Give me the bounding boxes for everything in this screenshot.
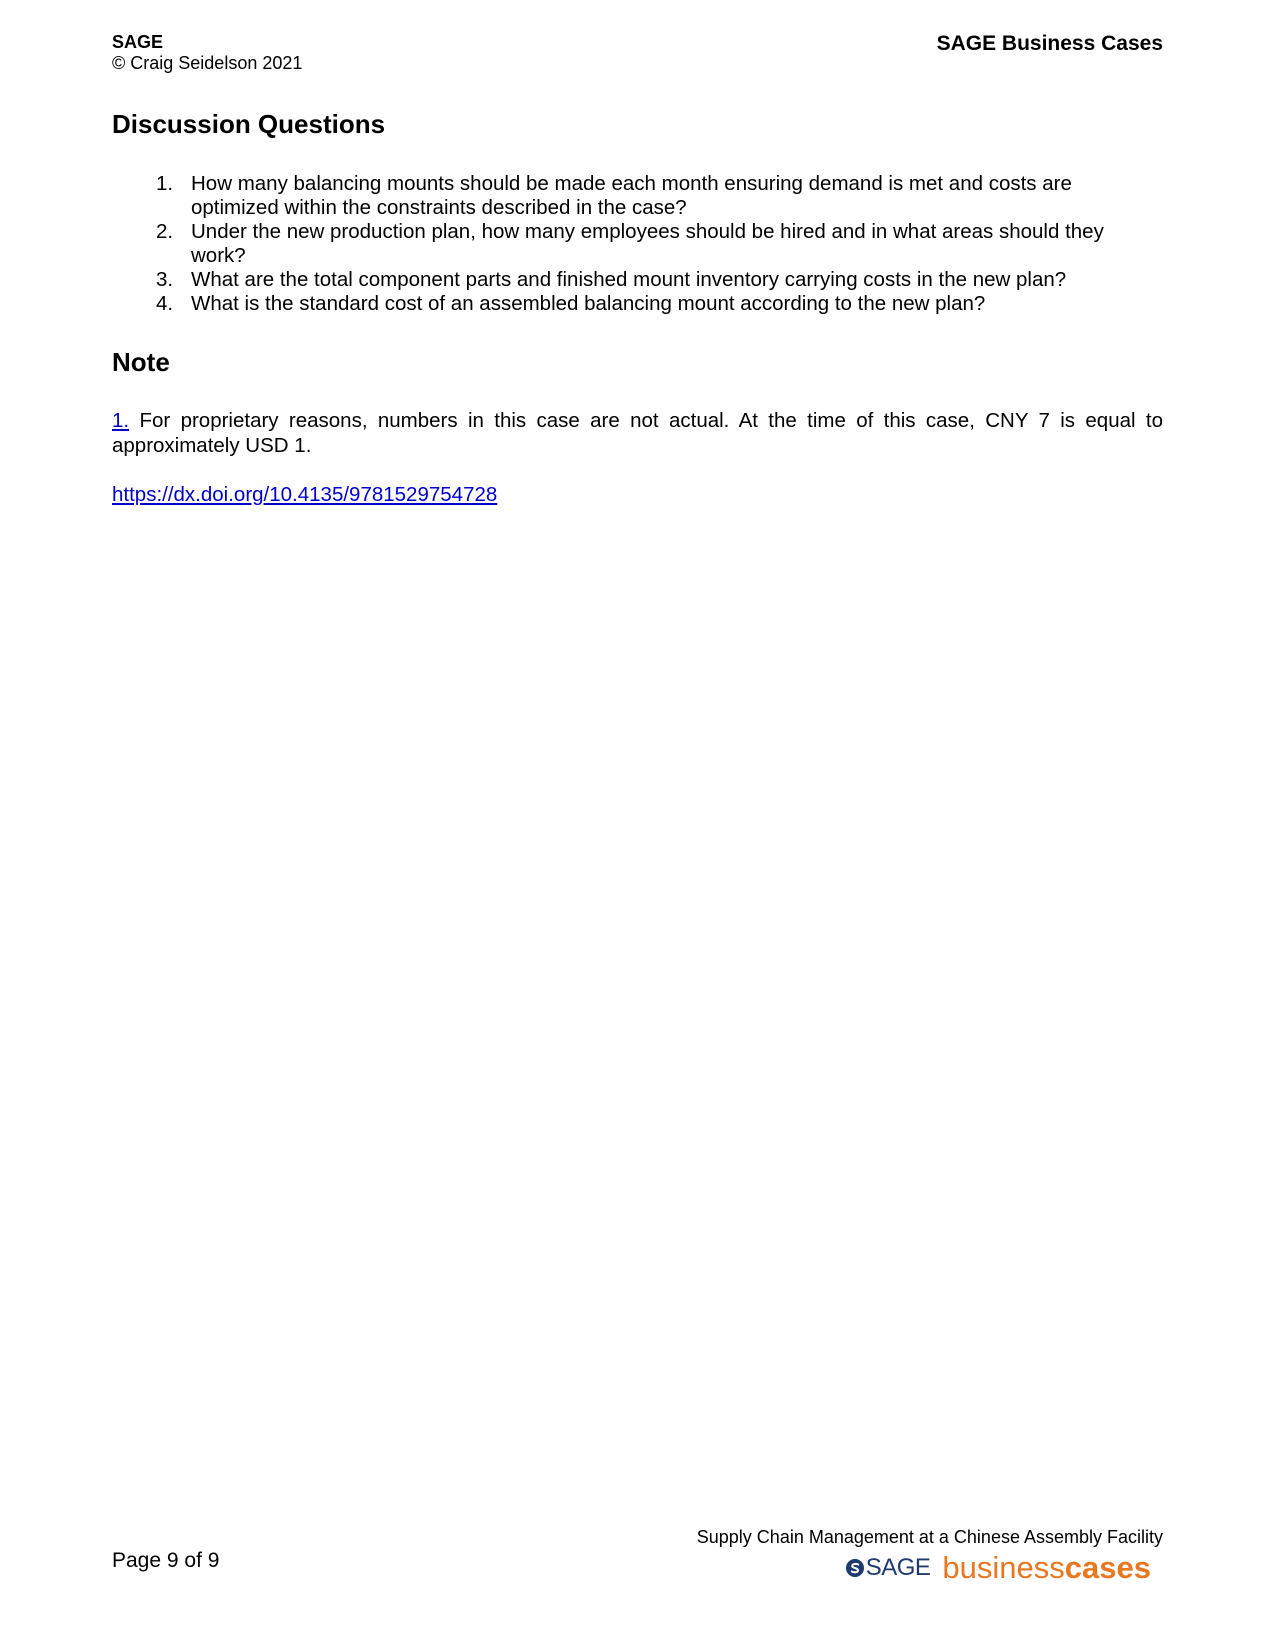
page-footer bbox=[112, 1525, 1163, 1605]
discussion-questions-heading: Discussion Questions bbox=[112, 109, 386, 139]
footnote-paragraph bbox=[112, 408, 1163, 458]
page-number: Page 9 of 9 bbox=[112, 1549, 220, 1572]
logo-sage-text: SAGE bbox=[865, 1554, 931, 1581]
question-text: What are the total component parts and finished mount inventory carrying costs in the new plan? bbox=[191, 268, 1067, 291]
footnote-ref-link[interactable]: 1. bbox=[112, 409, 130, 432]
header-copyright: © Craig Seidelson 2021 bbox=[112, 53, 303, 73]
list-item bbox=[112, 268, 1163, 292]
question-number: 3. bbox=[156, 268, 174, 291]
header-org: SAGE bbox=[112, 32, 164, 52]
question-text: How many balancing mounts should be made each month ensuring demand is met and costs are optimized within the constraints described in the case? bbox=[191, 172, 1072, 219]
list-item bbox=[112, 220, 1163, 268]
logo-business-text: business bbox=[942, 1550, 1065, 1585]
sage-business-cases-logo bbox=[845, 1551, 1151, 1585]
logo-cases-text: cases bbox=[1064, 1550, 1151, 1585]
page-header bbox=[112, 30, 1163, 78]
question-text: What is the standard cost of an assembled balancing mount according to the new plan? bbox=[191, 292, 986, 315]
discussion-questions-list bbox=[112, 172, 1163, 316]
doi-link[interactable]: https://dx.doi.org/10.4135/9781529754728 bbox=[112, 483, 498, 506]
question-number: 1. bbox=[156, 172, 174, 195]
footnote-text: For proprietary reasons, numbers in this case are not actual. At the time of this case, CNY 7 is equal to approximately USD 1. bbox=[112, 409, 1163, 457]
question-number: 2. bbox=[156, 220, 174, 243]
page-content bbox=[112, 108, 1163, 507]
sage-logo-icon bbox=[845, 1558, 865, 1578]
list-item bbox=[112, 172, 1163, 220]
question-text: Under the new production plan, how many employees should be hired and in what areas should they work? bbox=[191, 220, 1104, 267]
footer-case-title: Supply Chain Management at a Chinese Assembly Facility bbox=[696, 1527, 1163, 1547]
question-number: 4. bbox=[156, 292, 174, 315]
header-series-title: SAGE Business Cases bbox=[936, 32, 1163, 55]
list-item bbox=[112, 292, 1163, 316]
note-heading: Note bbox=[112, 347, 170, 377]
